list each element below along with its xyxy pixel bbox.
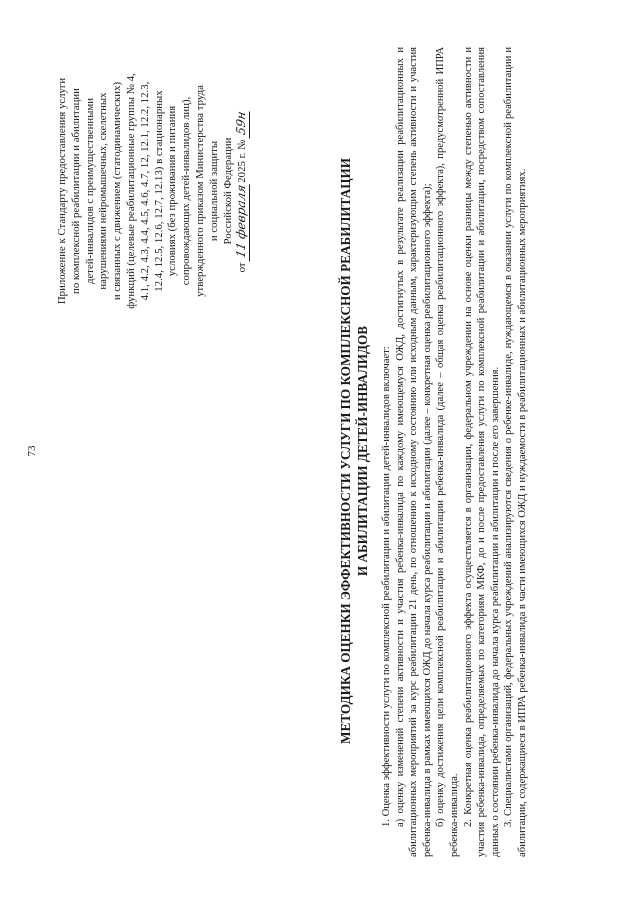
handwritten-order-number: 59н — [235, 108, 250, 138]
approval-line: 12.4, 12.5, 12.6, 12.7, 12.13) в стационарных — [152, 90, 165, 292]
approval-line: и социальной защиты — [207, 140, 220, 242]
approval-line: нарушениями нейромышечных, скелетных — [97, 92, 110, 290]
approval-line: сопровождающих детей-инвалидов лиц), — [180, 96, 193, 286]
title-line-1: МЕТОДИКА ОЦЕНКИ ЭФФЕКТИВНОСТИ УСЛУГИ ПО КОМПЛЕКСНОЙ РЕАБИЛИТАЦИИ — [338, 158, 353, 744]
paragraph-1b: б) оценку достижения цели комплексной реабилитации и абилитации ребенка-инвалида (далее – общая оценка реабилитационного эффекта), предусмотренной ИПРА ребенка-инвалида. — [435, 47, 460, 857]
approval-line: Приложение к Стандарту предоставления услуги — [56, 77, 68, 305]
document-title — [338, 21, 371, 881]
approval-line: и связанных с движением (статодинамических) — [111, 81, 124, 301]
date-prefix: от — [236, 262, 249, 273]
approval-block — [56, 41, 250, 341]
approval-line: по комплексной реабилитации и абилитации — [69, 88, 82, 294]
approval-line: функций (целевые реабилитационные группы № 4, — [124, 73, 137, 309]
approval-date-line — [235, 41, 250, 341]
paragraph-1a: а) оценку изменений степени активности и участия ребенка-инвалида по каждому имеющемуся ОЖД, достигнутых в результате реализации реабилитационных и абилитационных мероприятий за курс реабилитации 21 день, по отношению к исходному состоянию или исходным данным, характеризующим степень активности и участия ребенка-инвалида в рамках имеющихся ОЖД до начала курса реабилитации и абилитации (далее – конкретная оценка реабилитационного эффекта); — [394, 47, 433, 857]
approval-line: утвержденного приказом Министерства труда — [193, 85, 206, 297]
approval-line: условиях (без проживания и питания — [166, 105, 179, 277]
paragraph-3: 3. Специалистами организаций, федеральных учреждений анализируются сведения о ребенке-инвалиде, нуждающемся в оказании услуги по комплексной реабилитации и абилитации, содержащиеся в ИПРА ребенка-инвалида в части имеющихся ОЖД и нуждаемости в реабилитационных и абилитационных мероприятиях. — [503, 47, 528, 857]
date-suffix: 2025 г. № — [236, 139, 249, 183]
rotated-document-sheet — [20, 21, 620, 881]
page-number: 73 — [26, 445, 38, 457]
title-line-2: И АБИЛИТАЦИИ ДЕТЕЙ-ИНВАЛИДОВ — [354, 325, 370, 577]
document-body — [380, 47, 530, 857]
paragraph-1: 1. Оценка эффективности услуги по комплексной реабилитации и абилитации детей-инвалидов включает: — [381, 346, 392, 827]
approval-line: 4.1, 4.2, 4.3, 4.4, 4.5, 4.6, 4.7, 12, 12.1, 12.2, 12.3, — [138, 81, 151, 301]
approval-line: Российской Федерации — [221, 137, 234, 245]
handwritten-date: 11 февраля — [235, 181, 250, 261]
approval-line: детей-инвалидов с преимущественными — [83, 97, 96, 285]
paragraph-2: 2. Конкретная оценка реабилитационного эффекта осуществляется в организации, федеральном учреждении на основе оценки разницы между степенью активности и участия ребенка-инвалида, определяемых по категориям МКФ, до и после предоставления услуги по комплексной реабилитации и абилитации, посредством сопоставления данных о состоянии ребенка-инвалида до начала курса реабилитации и абилитации и после его завершения. — [462, 47, 501, 857]
